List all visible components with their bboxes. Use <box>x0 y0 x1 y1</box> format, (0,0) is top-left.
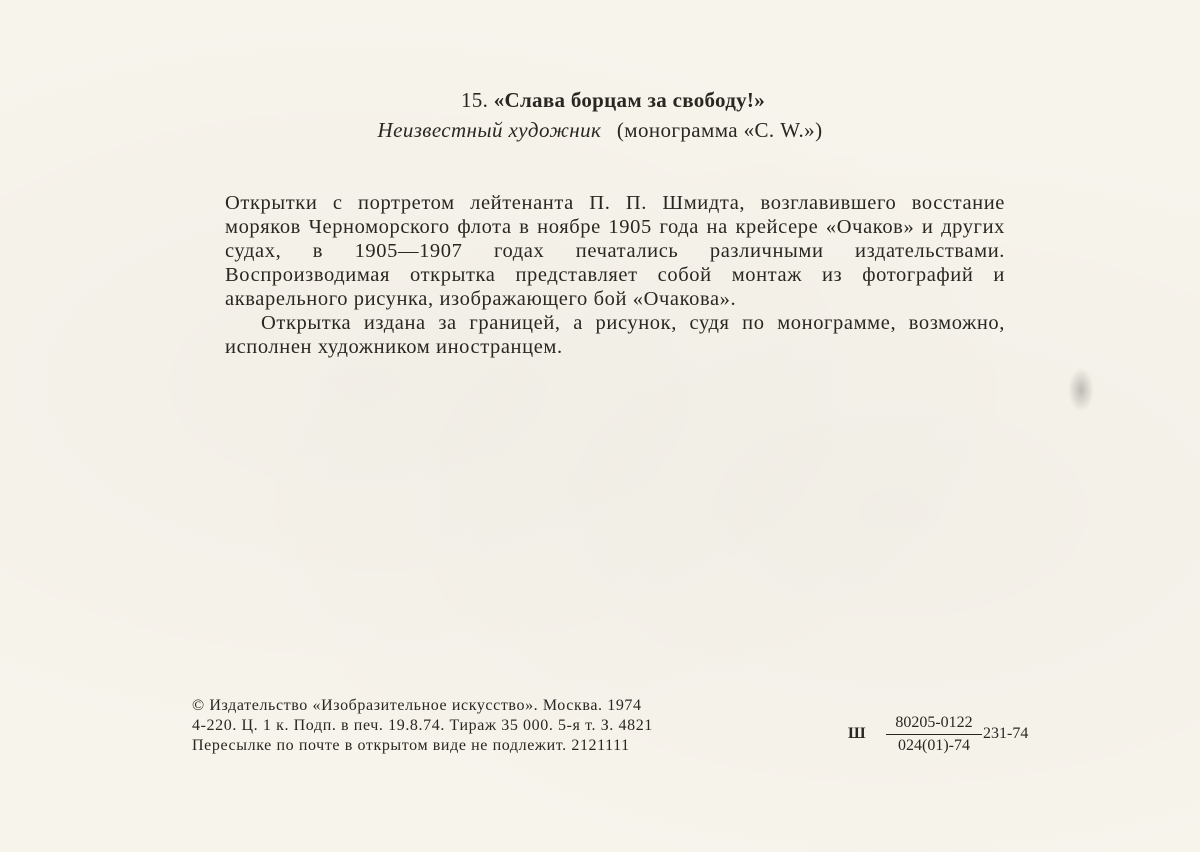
author-line <box>0 118 1200 143</box>
index-letter: Ш <box>848 725 866 742</box>
imprint-publisher: © Издательство «Изобразительное искусство». Москва. 1974 <box>192 697 642 714</box>
card-title: «Слава борцам за свободу!» <box>493 88 766 112</box>
imprint <box>192 696 852 756</box>
description-paragraph-1: Открытки с портретом лейтенанта П. П. Шмидта, возглавившего восстание моряков Черноморского флота в ноябре 1905 года на крейсере «Очаков» и других судах, в 1905—1907 годах печатались различными издательствами. Воспроизводимая открытка представляет собой монтаж из фотографий и акварельного рисунка, изображающего бой «Очакова». <box>225 192 1005 310</box>
imprint-print-details: 4-220. Ц. 1 к. Подп. в печ. 19.8.74. Тираж 35 000. 5-я т. З. 4821 <box>192 717 653 734</box>
description <box>225 191 1005 359</box>
index-fraction <box>886 713 982 756</box>
index-suffix: 231-74 <box>983 725 1029 742</box>
card-author: Неизвестный художник <box>377 118 602 142</box>
index-numerator: 80205-0122 <box>895 714 973 731</box>
paper-smudge <box>1068 368 1094 412</box>
imprint-mail-note: Пересылке по почте в открытом виде не подлежит. 2121111 <box>192 737 630 754</box>
index-denominator: 024(01)-74 <box>898 737 970 754</box>
fraction-bar <box>886 734 982 735</box>
card-monogram: (монограмма «С. W.») <box>616 118 823 142</box>
card-heading <box>0 88 1200 113</box>
description-paragraph-2: Открытка издана за границей, а рисунок, судя по монограмме, возможно, исполнен художником иностранцем. <box>225 312 1005 358</box>
catalog-index <box>848 713 1048 763</box>
card-number: 15. <box>460 88 489 112</box>
